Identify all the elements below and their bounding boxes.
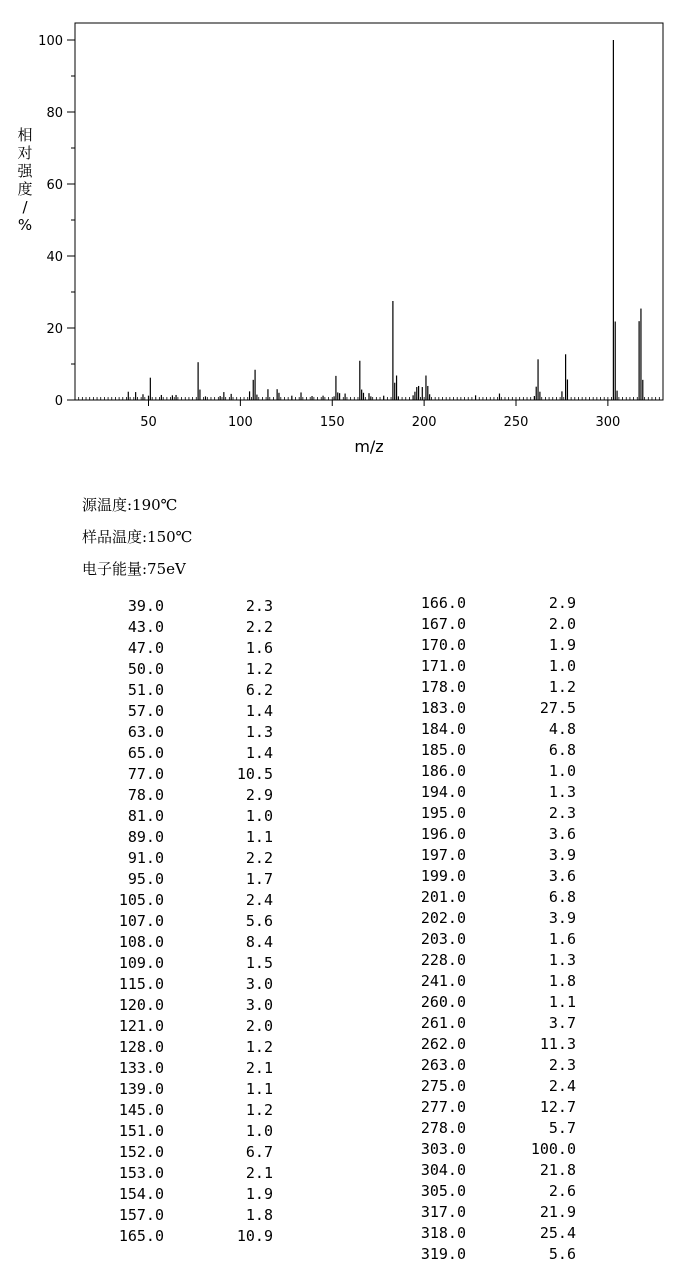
relative-intensity-value: 21.9 <box>539 1203 576 1221</box>
relative-intensity-value: 5.6 <box>245 912 273 930</box>
mz-value: 57.0 <box>127 702 164 720</box>
relative-intensity-value: 1.2 <box>245 1101 273 1119</box>
relative-intensity-value: 2.3 <box>548 1056 576 1074</box>
x-tick-label: 300 <box>595 415 621 430</box>
mz-value: 196.0 <box>420 825 466 843</box>
mz-value: 202.0 <box>420 909 466 927</box>
mz-value: 317.0 <box>420 1203 466 1221</box>
relative-intensity-value: 1.2 <box>548 678 576 696</box>
peak-row <box>0 1181 687 1202</box>
peak-row <box>0 887 687 908</box>
mz-value: 304.0 <box>420 1161 466 1179</box>
peak-row <box>0 1202 687 1223</box>
mz-value: 50.0 <box>127 660 164 678</box>
x-tick-label: 150 <box>319 415 345 430</box>
peak-row <box>0 929 687 950</box>
relative-intensity-value: 6.8 <box>548 888 576 906</box>
mz-value: 166.0 <box>420 594 466 612</box>
relative-intensity-value: 3.6 <box>548 825 576 843</box>
peak-row <box>0 1223 687 1244</box>
mz-value: 121.0 <box>118 1017 164 1035</box>
mz-value: 95.0 <box>127 870 164 888</box>
relative-intensity-value: 1.1 <box>245 1080 273 1098</box>
peak-row <box>0 1097 687 1118</box>
relative-intensity-value: 1.1 <box>548 993 576 1011</box>
mz-value: 263.0 <box>420 1056 466 1074</box>
mz-value: 167.0 <box>420 615 466 633</box>
relative-intensity-value: 2.4 <box>548 1077 576 1095</box>
relative-intensity-value: 11.3 <box>539 1035 576 1053</box>
relative-intensity-value: 5.6 <box>548 1245 576 1263</box>
peak-row <box>0 740 687 761</box>
mz-value: 185.0 <box>420 741 466 759</box>
peak-row <box>0 593 687 614</box>
relative-intensity-value: 21.8 <box>539 1161 576 1179</box>
mz-value: 260.0 <box>420 993 466 1011</box>
mz-value: 77.0 <box>127 765 164 783</box>
relative-intensity-value: 1.8 <box>548 972 576 990</box>
mz-value: 261.0 <box>420 1014 466 1032</box>
y-tick-label: 0 <box>54 394 63 409</box>
relative-intensity-value: 2.3 <box>548 804 576 822</box>
mz-value: 151.0 <box>118 1122 164 1140</box>
x-tick-label: 250 <box>503 415 529 430</box>
relative-intensity-value: 5.7 <box>548 1119 576 1137</box>
relative-intensity-value: 1.3 <box>548 783 576 801</box>
relative-intensity-value: 6.8 <box>548 741 576 759</box>
mz-value: 105.0 <box>118 891 164 909</box>
relative-intensity-value: 1.7 <box>245 870 273 888</box>
sample-temperature: 样品温度:150℃ <box>82 528 193 546</box>
relative-intensity-value: 27.5 <box>539 699 576 717</box>
relative-intensity-value: 3.6 <box>548 867 576 885</box>
mz-value: 170.0 <box>420 636 466 654</box>
mz-value: 194.0 <box>420 783 466 801</box>
mz-value: 128.0 <box>118 1038 164 1056</box>
relative-intensity-value: 3.0 <box>245 975 273 993</box>
mz-value: 47.0 <box>127 639 164 657</box>
relative-intensity-value: 1.8 <box>245 1206 273 1224</box>
peak-row <box>0 845 687 866</box>
relative-intensity-value: 8.4 <box>245 933 273 951</box>
relative-intensity-value: 3.0 <box>245 996 273 1014</box>
relative-intensity-value: 2.2 <box>245 618 273 636</box>
peak-table-right <box>0 593 687 1265</box>
peak-row <box>0 614 687 635</box>
peak-row <box>0 1055 687 1076</box>
peak-row <box>0 908 687 929</box>
mz-value: 241.0 <box>420 972 466 990</box>
electron-energy: 电子能量:75eV <box>82 560 186 578</box>
mz-value: 81.0 <box>127 807 164 825</box>
relative-intensity-value: 1.4 <box>245 702 273 720</box>
relative-intensity-value: 3.9 <box>548 846 576 864</box>
x-tick-label: 50 <box>140 415 157 430</box>
x-axis-label: m/z <box>354 437 384 456</box>
relative-intensity-value: 2.2 <box>245 849 273 867</box>
peak-row <box>0 677 687 698</box>
relative-intensity-value: 1.2 <box>245 1038 273 1056</box>
relative-intensity-value: 1.0 <box>548 657 576 675</box>
relative-intensity-value: 1.4 <box>245 744 273 762</box>
mz-value: 201.0 <box>420 888 466 906</box>
mz-value: 139.0 <box>118 1080 164 1098</box>
x-tick-label: 200 <box>411 415 437 430</box>
relative-intensity-value: 2.4 <box>245 891 273 909</box>
y-tick-label: 100 <box>38 34 63 49</box>
relative-intensity-value: 1.0 <box>245 1122 273 1140</box>
peak-row <box>0 971 687 992</box>
mz-value: 91.0 <box>127 849 164 867</box>
mz-value: 275.0 <box>420 1077 466 1095</box>
relative-intensity-value: 2.0 <box>245 1017 273 1035</box>
relative-intensity-value: 2.9 <box>548 594 576 612</box>
mz-value: 195.0 <box>420 804 466 822</box>
relative-intensity-value: 1.2 <box>245 660 273 678</box>
mz-value: 197.0 <box>420 846 466 864</box>
peak-row <box>0 824 687 845</box>
mz-value: 262.0 <box>420 1035 466 1053</box>
mz-value: 319.0 <box>420 1245 466 1263</box>
relative-intensity-value: 2.3 <box>245 597 273 615</box>
peak-row <box>0 803 687 824</box>
mz-value: 203.0 <box>420 930 466 948</box>
relative-intensity-value: 1.6 <box>245 639 273 657</box>
mz-value: 278.0 <box>420 1119 466 1137</box>
relative-intensity-value: 1.3 <box>548 951 576 969</box>
relative-intensity-value: 2.0 <box>548 615 576 633</box>
mz-value: 165.0 <box>118 1227 164 1245</box>
relative-intensity-value: 1.5 <box>245 954 273 972</box>
mz-value: 228.0 <box>420 951 466 969</box>
source-temperature: 源温度:190℃ <box>82 496 178 514</box>
relative-intensity-value: 1.9 <box>245 1185 273 1203</box>
mz-value: 154.0 <box>118 1185 164 1203</box>
mz-value: 115.0 <box>118 975 164 993</box>
y-tick-label: 20 <box>46 322 63 337</box>
peak-row <box>0 1118 687 1139</box>
mz-value: 107.0 <box>118 912 164 930</box>
peak-row <box>0 866 687 887</box>
peak-row <box>0 992 687 1013</box>
relative-intensity-value: 3.9 <box>548 909 576 927</box>
relative-intensity-value: 1.6 <box>548 930 576 948</box>
mz-value: 51.0 <box>127 681 164 699</box>
mz-value: 133.0 <box>118 1059 164 1077</box>
relative-intensity-value: 6.2 <box>245 681 273 699</box>
relative-intensity-value: 4.8 <box>548 720 576 738</box>
peak-row <box>0 782 687 803</box>
y-tick-label: 80 <box>46 106 63 121</box>
mz-value: 186.0 <box>420 762 466 780</box>
peak-row <box>0 656 687 677</box>
peak-row <box>0 1013 687 1034</box>
mz-value: 43.0 <box>127 618 164 636</box>
mz-value: 145.0 <box>118 1101 164 1119</box>
mz-value: 183.0 <box>420 699 466 717</box>
mz-value: 39.0 <box>127 597 164 615</box>
y-tick-label: 40 <box>46 250 63 265</box>
mz-value: 171.0 <box>420 657 466 675</box>
peak-row <box>0 761 687 782</box>
peak-row <box>0 1244 687 1265</box>
plot-frame <box>75 23 663 400</box>
relative-intensity-value: 10.5 <box>236 765 273 783</box>
mz-value: 305.0 <box>420 1182 466 1200</box>
mz-value: 178.0 <box>420 678 466 696</box>
mz-value: 65.0 <box>127 744 164 762</box>
relative-intensity-value: 25.4 <box>539 1224 576 1242</box>
mass-spectrum-chart <box>0 0 687 470</box>
mz-value: 303.0 <box>420 1140 466 1158</box>
peak-row <box>0 635 687 656</box>
mz-value: 157.0 <box>118 1206 164 1224</box>
y-tick-label: 60 <box>46 178 63 193</box>
y-axis-label: 相对强度/ % <box>17 126 33 234</box>
peak-row <box>0 698 687 719</box>
mz-value: 63.0 <box>127 723 164 741</box>
mz-value: 152.0 <box>118 1143 164 1161</box>
peak-row <box>0 1139 687 1160</box>
mz-value: 78.0 <box>127 786 164 804</box>
relative-intensity-value: 6.7 <box>245 1143 273 1161</box>
relative-intensity-value: 1.0 <box>548 762 576 780</box>
relative-intensity-value: 2.1 <box>245 1059 273 1077</box>
peak-row <box>0 950 687 971</box>
relative-intensity-value: 1.3 <box>245 723 273 741</box>
relative-intensity-value: 1.9 <box>548 636 576 654</box>
x-axis-ticks <box>140 400 620 430</box>
relative-intensity-value: 2.9 <box>245 786 273 804</box>
mz-value: 153.0 <box>118 1164 164 1182</box>
x-tick-label: 100 <box>227 415 253 430</box>
relative-intensity-value: 2.6 <box>548 1182 576 1200</box>
mz-value: 89.0 <box>127 828 164 846</box>
mz-value: 199.0 <box>420 867 466 885</box>
relative-intensity-value: 2.1 <box>245 1164 273 1182</box>
mz-value: 318.0 <box>420 1224 466 1242</box>
peak-row <box>0 1034 687 1055</box>
relative-intensity-value: 1.1 <box>245 828 273 846</box>
y-axis-ticks <box>38 34 75 409</box>
peak-row <box>0 1160 687 1181</box>
relative-intensity-value: 1.0 <box>245 807 273 825</box>
peak-row <box>0 719 687 740</box>
relative-intensity-value: 10.9 <box>236 1227 273 1245</box>
relative-intensity-value: 3.7 <box>548 1014 576 1032</box>
mz-value: 108.0 <box>118 933 164 951</box>
spectrum-peaks <box>128 40 643 400</box>
mz-value: 184.0 <box>420 720 466 738</box>
relative-intensity-value: 12.7 <box>539 1098 576 1116</box>
peak-row <box>0 1076 687 1097</box>
mz-value: 109.0 <box>118 954 164 972</box>
mz-value: 277.0 <box>420 1098 466 1116</box>
mz-value: 120.0 <box>118 996 164 1014</box>
relative-intensity-value: 100.0 <box>530 1140 576 1158</box>
